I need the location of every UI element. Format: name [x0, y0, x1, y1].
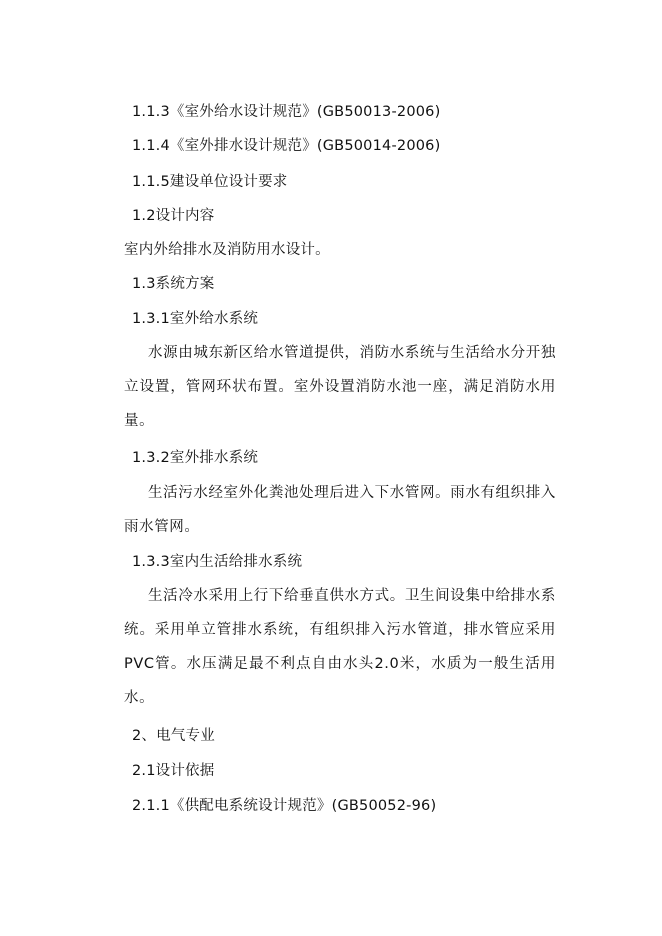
section-2-1-heading: 2.1设计依据: [132, 763, 215, 779]
section-1-3-1-heading: 1.3.1室外给水系统: [132, 311, 259, 327]
paragraph-outdoor-water-supply: 水源由城东新区给水管道提供，消防水系统与生活给水分开独立设置，管网环状布置。室外设置消防水池一座，满足消防水用量。: [124, 345, 556, 429]
section-1-3-2-heading: 1.3.2室外排水系统: [132, 450, 259, 466]
paragraph-outdoor-drainage: 生活污水经室外化粪池处理后进入下水管网。雨水有组织排入雨水管网。: [124, 485, 556, 535]
clause-1-1-5: 1.1.5建设单位设计要求: [132, 174, 288, 190]
section-1-2-heading: 1.2设计内容: [132, 208, 215, 224]
section-1-3-heading: 1.3系统方案: [132, 276, 215, 292]
section-1-3-3-heading: 1.3.3室内生活给排水系统: [132, 554, 303, 570]
clause-1-1-4: 1.1.4《室外排水设计规范》(GB50014-2006): [132, 138, 441, 154]
section-2-heading: 2、电气专业: [132, 728, 215, 744]
clause-2-1-1: 2.1.1《供配电系统设计规范》(GB50052-96): [132, 798, 437, 814]
paragraph-indoor-water-system: 生活冷水采用上行下给垂直供水方式。卫生间设集中给排水系统。采用单立管排水系统，有组织排入污水管道，排水管应采用PVC管。水压满足最不利点自由水头2.0米，水质为一般生活用水。: [124, 588, 556, 706]
section-1-2-content: 室内外给排水及消防用水设计。: [124, 242, 330, 258]
clause-1-1-3: 1.1.3《室外给水设计规范》(GB50013-2006): [132, 104, 441, 120]
